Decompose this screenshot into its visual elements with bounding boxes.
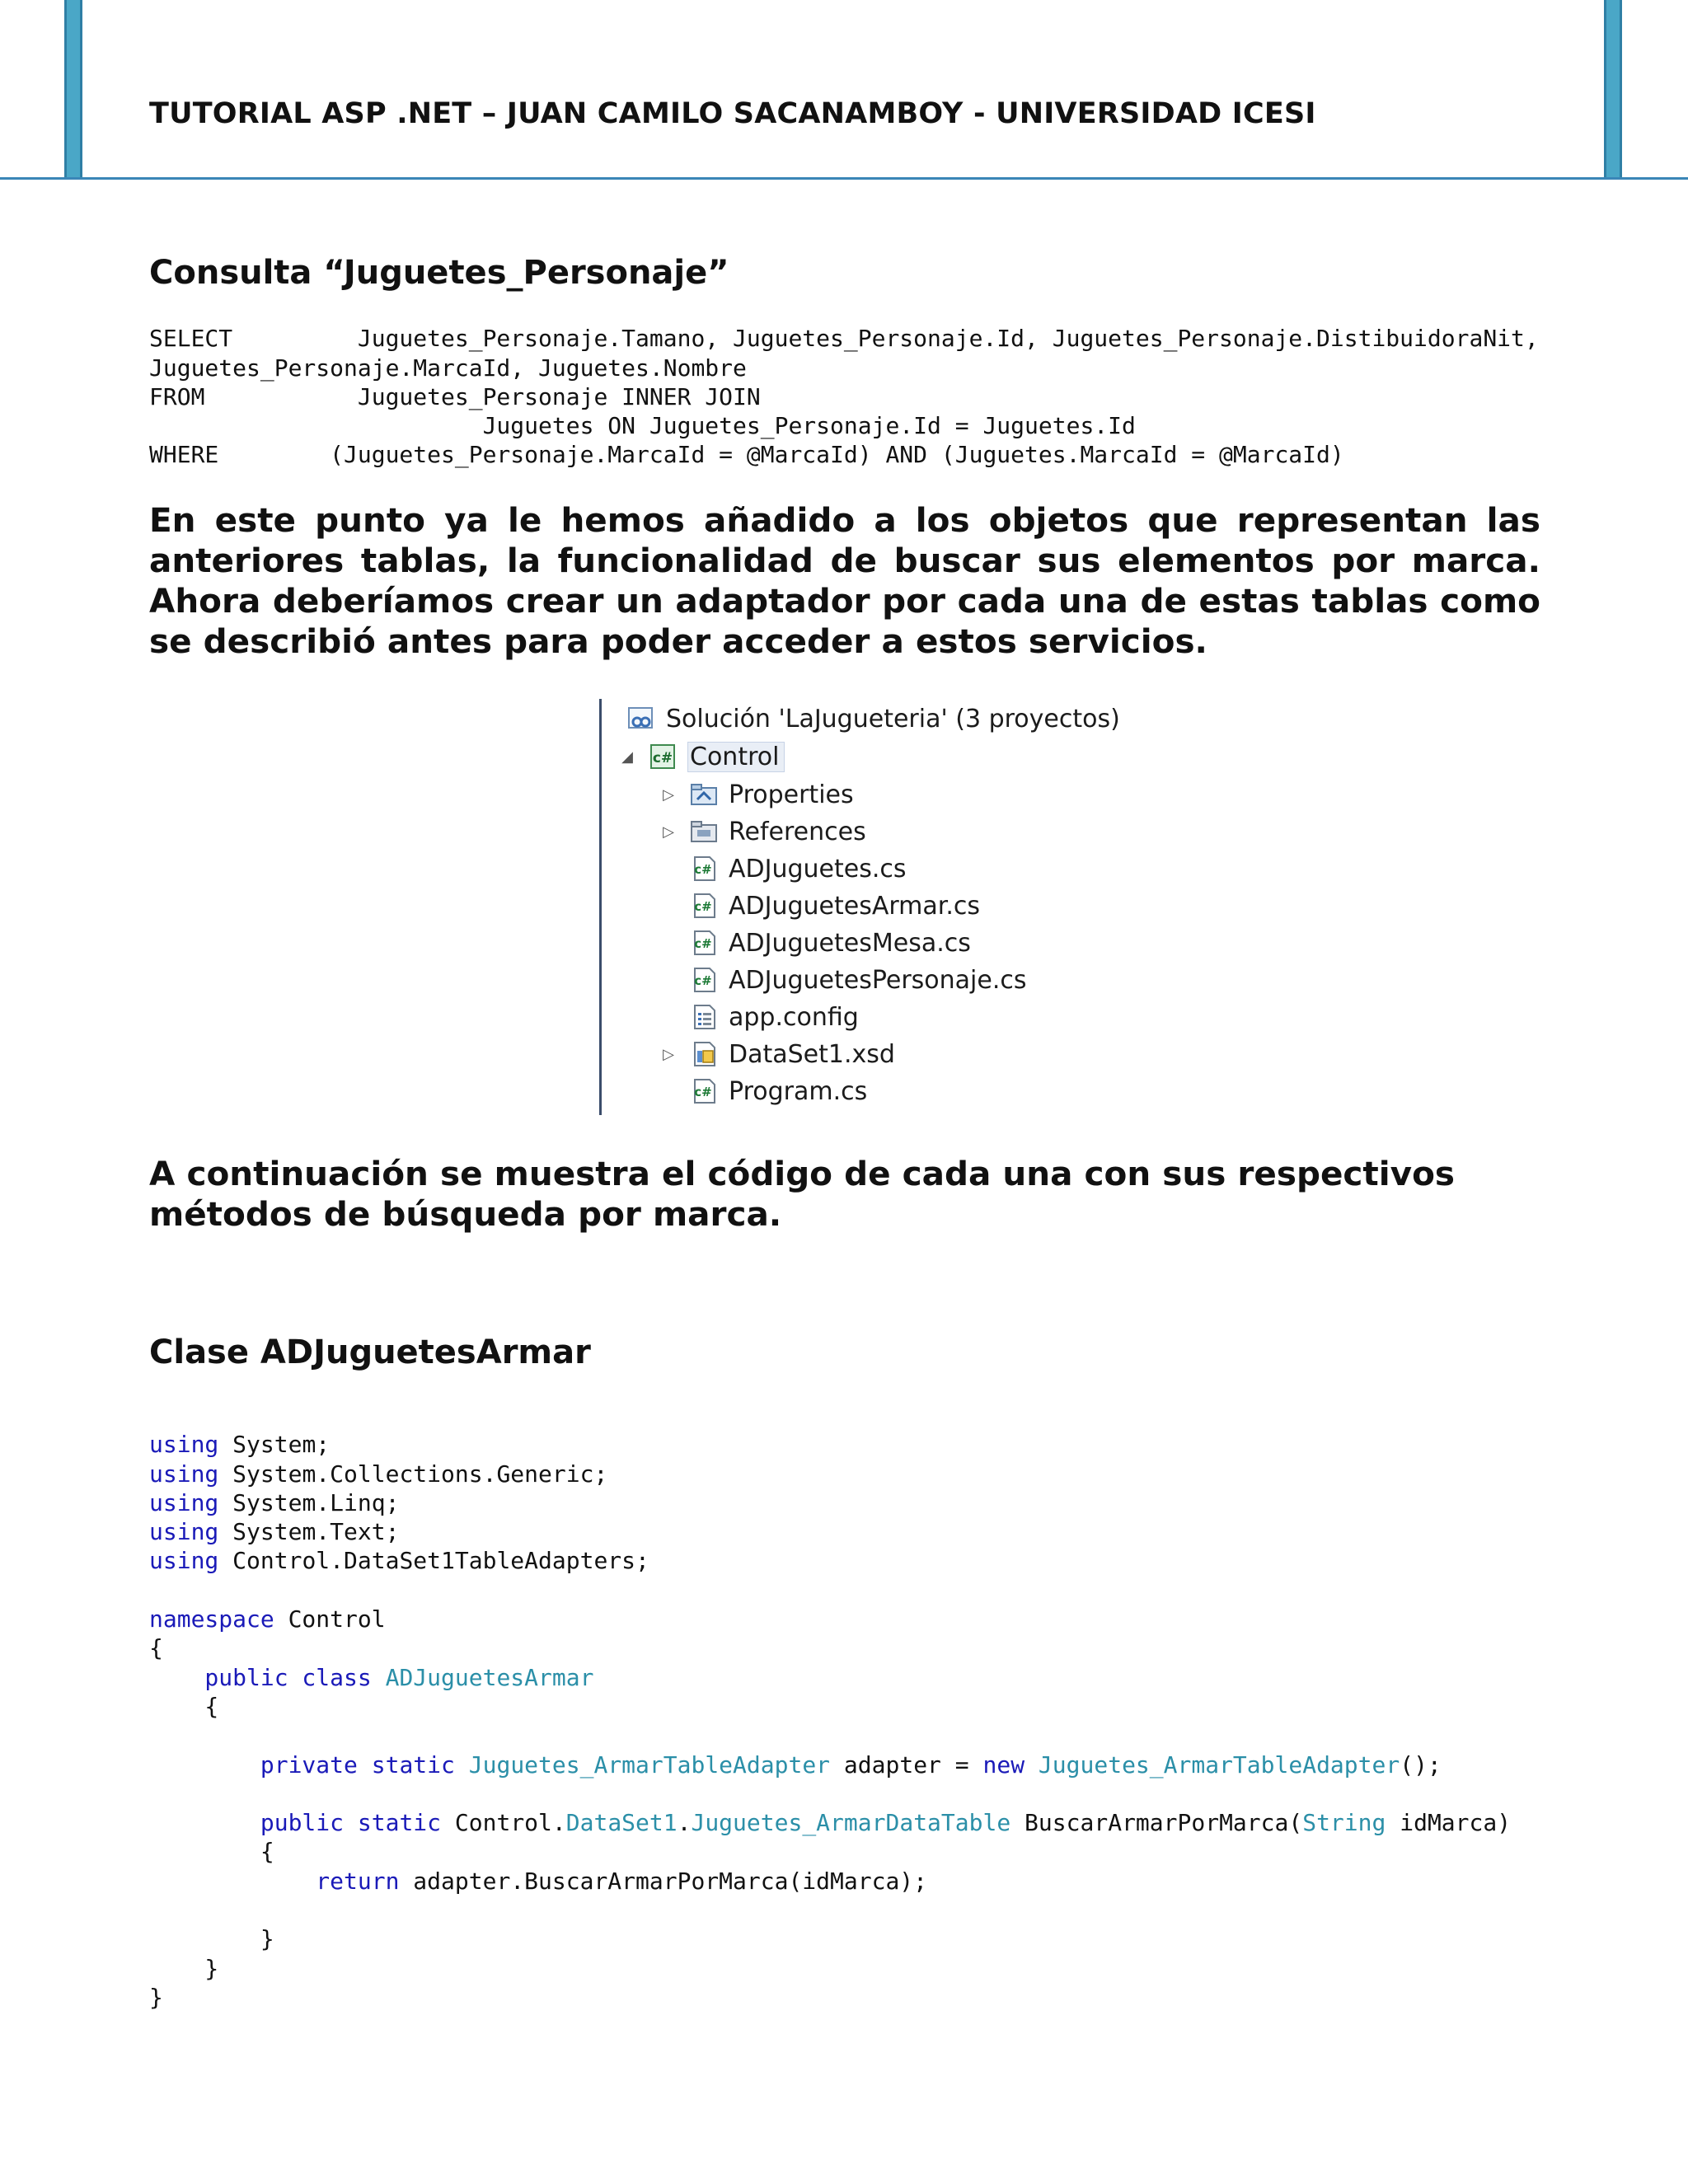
tree-item: ▷ DataSet1.xsd bbox=[663, 1039, 895, 1069]
svg-text:c#: c# bbox=[694, 862, 712, 877]
tree-item-label: ADJuguetesArmar.cs bbox=[729, 891, 981, 921]
csharp-project-icon bbox=[648, 743, 678, 770]
solution-label: Solución 'LaJugueteria' (3 proyectos) bbox=[666, 704, 1120, 733]
references-icon bbox=[689, 818, 719, 845]
tree-item: ▷ References bbox=[663, 817, 866, 846]
code-line bbox=[149, 1721, 1511, 1750]
tree-item-label: References bbox=[729, 817, 866, 846]
code-line: namespace Control bbox=[149, 1605, 386, 1633]
csharp-file-icon bbox=[689, 967, 719, 993]
code-line: { bbox=[149, 1634, 163, 1662]
code-line: public static Control.DataSet1.Juguetes_ArmarDataTable BuscarArmarPorMarca(String idMarca) bbox=[149, 1809, 1512, 1837]
config-file-icon bbox=[689, 1004, 719, 1030]
tree-item bbox=[659, 1001, 859, 1033]
tree-item-label: DataSet1.xsd bbox=[729, 1039, 895, 1069]
csharp-file-icon bbox=[689, 855, 719, 882]
header-right-bar bbox=[1604, 0, 1622, 177]
code-line: } bbox=[149, 1954, 219, 1982]
header-divider bbox=[0, 177, 1688, 180]
tree-item-label: ADJuguetesPersonaje.cs bbox=[729, 965, 1027, 995]
code-line bbox=[149, 1576, 1511, 1605]
code-line: using Control.DataSet1TableAdapters; bbox=[149, 1547, 649, 1575]
sql-line: Juguetes ON Juguetes_Personaje.Id = Juguetes.Id bbox=[149, 412, 1136, 440]
code-line: { bbox=[149, 1838, 274, 1866]
code-intro-paragraph: A continuación se muestra el código de cada una con sus respectivos métodos de búsqueda por marca. bbox=[149, 1154, 1456, 1234]
csharp-file-icon bbox=[689, 1078, 719, 1104]
tree-item bbox=[659, 852, 907, 885]
project-row bbox=[618, 740, 785, 773]
sql-line: FROM Juguetes_Personaje INNER JOIN bbox=[149, 382, 761, 410]
tree-item-label: Properties bbox=[729, 780, 854, 809]
solution-root-row bbox=[626, 702, 1120, 735]
solution-icon bbox=[626, 705, 656, 732]
page-header-title: TUTORIAL ASP .NET – JUAN CAMILO SACANAMBOY - UNIVERSIDAD ICESI bbox=[149, 97, 1316, 130]
code-line: { bbox=[149, 1692, 219, 1720]
tree-item: ▷ Properties bbox=[663, 780, 854, 809]
sql-query-block bbox=[149, 295, 1539, 499]
svg-text:c#: c# bbox=[694, 936, 712, 951]
code-line: } bbox=[149, 1983, 163, 2011]
project-label: Control bbox=[687, 742, 785, 772]
tree-item-label: ADJuguetes.cs bbox=[729, 854, 907, 883]
tree-item bbox=[659, 963, 1027, 996]
code-line: using System.Linq; bbox=[149, 1488, 400, 1516]
code-line: using System; bbox=[149, 1431, 331, 1459]
sql-line: SELECT Juguetes_Personaje.Tamano, Juguetes_Personaje.Id, Juguetes_Personaje.DistibuidoraNit, bbox=[149, 325, 1539, 353]
tree-item-label: Program.cs bbox=[729, 1076, 868, 1106]
code-line: return adapter.BuscarArmarPorMarca(idMarca); bbox=[149, 1867, 928, 1895]
expanded-arrow-icon: ◢ bbox=[621, 748, 633, 766]
solution-explorer-screenshot bbox=[599, 699, 1120, 1115]
csharp-file-icon bbox=[689, 893, 719, 919]
properties-icon bbox=[689, 781, 719, 808]
svg-text:c#: c# bbox=[694, 899, 712, 914]
sql-line: WHERE (Juguetes_Personaje.MarcaId = @MarcaId) AND (Juguetes.MarcaId = @MarcaId) bbox=[149, 441, 1344, 469]
tree-item bbox=[659, 1075, 867, 1108]
intro-paragraph: En este punto ya le hemos añadido a los objetos que representan las anteriores tablas, la funcionalidad de buscar sus elementos por marca. Ahora deberíamos crear un adaptador por cada una de estas tablas como se describió antes para poder acceder a estos servicios. bbox=[149, 500, 1540, 661]
svg-text:c#: c# bbox=[694, 973, 712, 988]
tree-item bbox=[659, 926, 971, 959]
class-section-title: Clase ADJuguetesArmar bbox=[149, 1333, 591, 1371]
tree-item bbox=[659, 889, 980, 922]
csharp-code-block bbox=[149, 1401, 1511, 2041]
query-section-title: Consulta “Juguetes_Personaje” bbox=[149, 254, 729, 292]
code-line bbox=[149, 1896, 1511, 1924]
code-line: using System.Text; bbox=[149, 1518, 400, 1546]
svg-text:c#: c# bbox=[652, 750, 673, 766]
code-line: } bbox=[149, 1925, 274, 1953]
header-left-bar bbox=[64, 0, 82, 177]
code-line: private static Juguetes_ArmarTableAdapter adapter = new Juguetes_ArmarTableAdapter(); bbox=[149, 1750, 1442, 1779]
code-line: using System.Collections.Generic; bbox=[149, 1460, 608, 1488]
dataset-icon bbox=[689, 1041, 719, 1067]
tree-item-label: app.config bbox=[729, 1002, 859, 1032]
tree-item-label: ADJuguetesMesa.cs bbox=[729, 928, 971, 958]
code-line: public class ADJuguetesArmar bbox=[149, 1663, 594, 1691]
svg-text:c#: c# bbox=[694, 1085, 712, 1099]
sql-line: Juguetes_Personaje.MarcaId, Juguetes.Nombre bbox=[149, 354, 747, 382]
code-line bbox=[149, 1779, 1511, 1808]
csharp-file-icon bbox=[689, 930, 719, 956]
